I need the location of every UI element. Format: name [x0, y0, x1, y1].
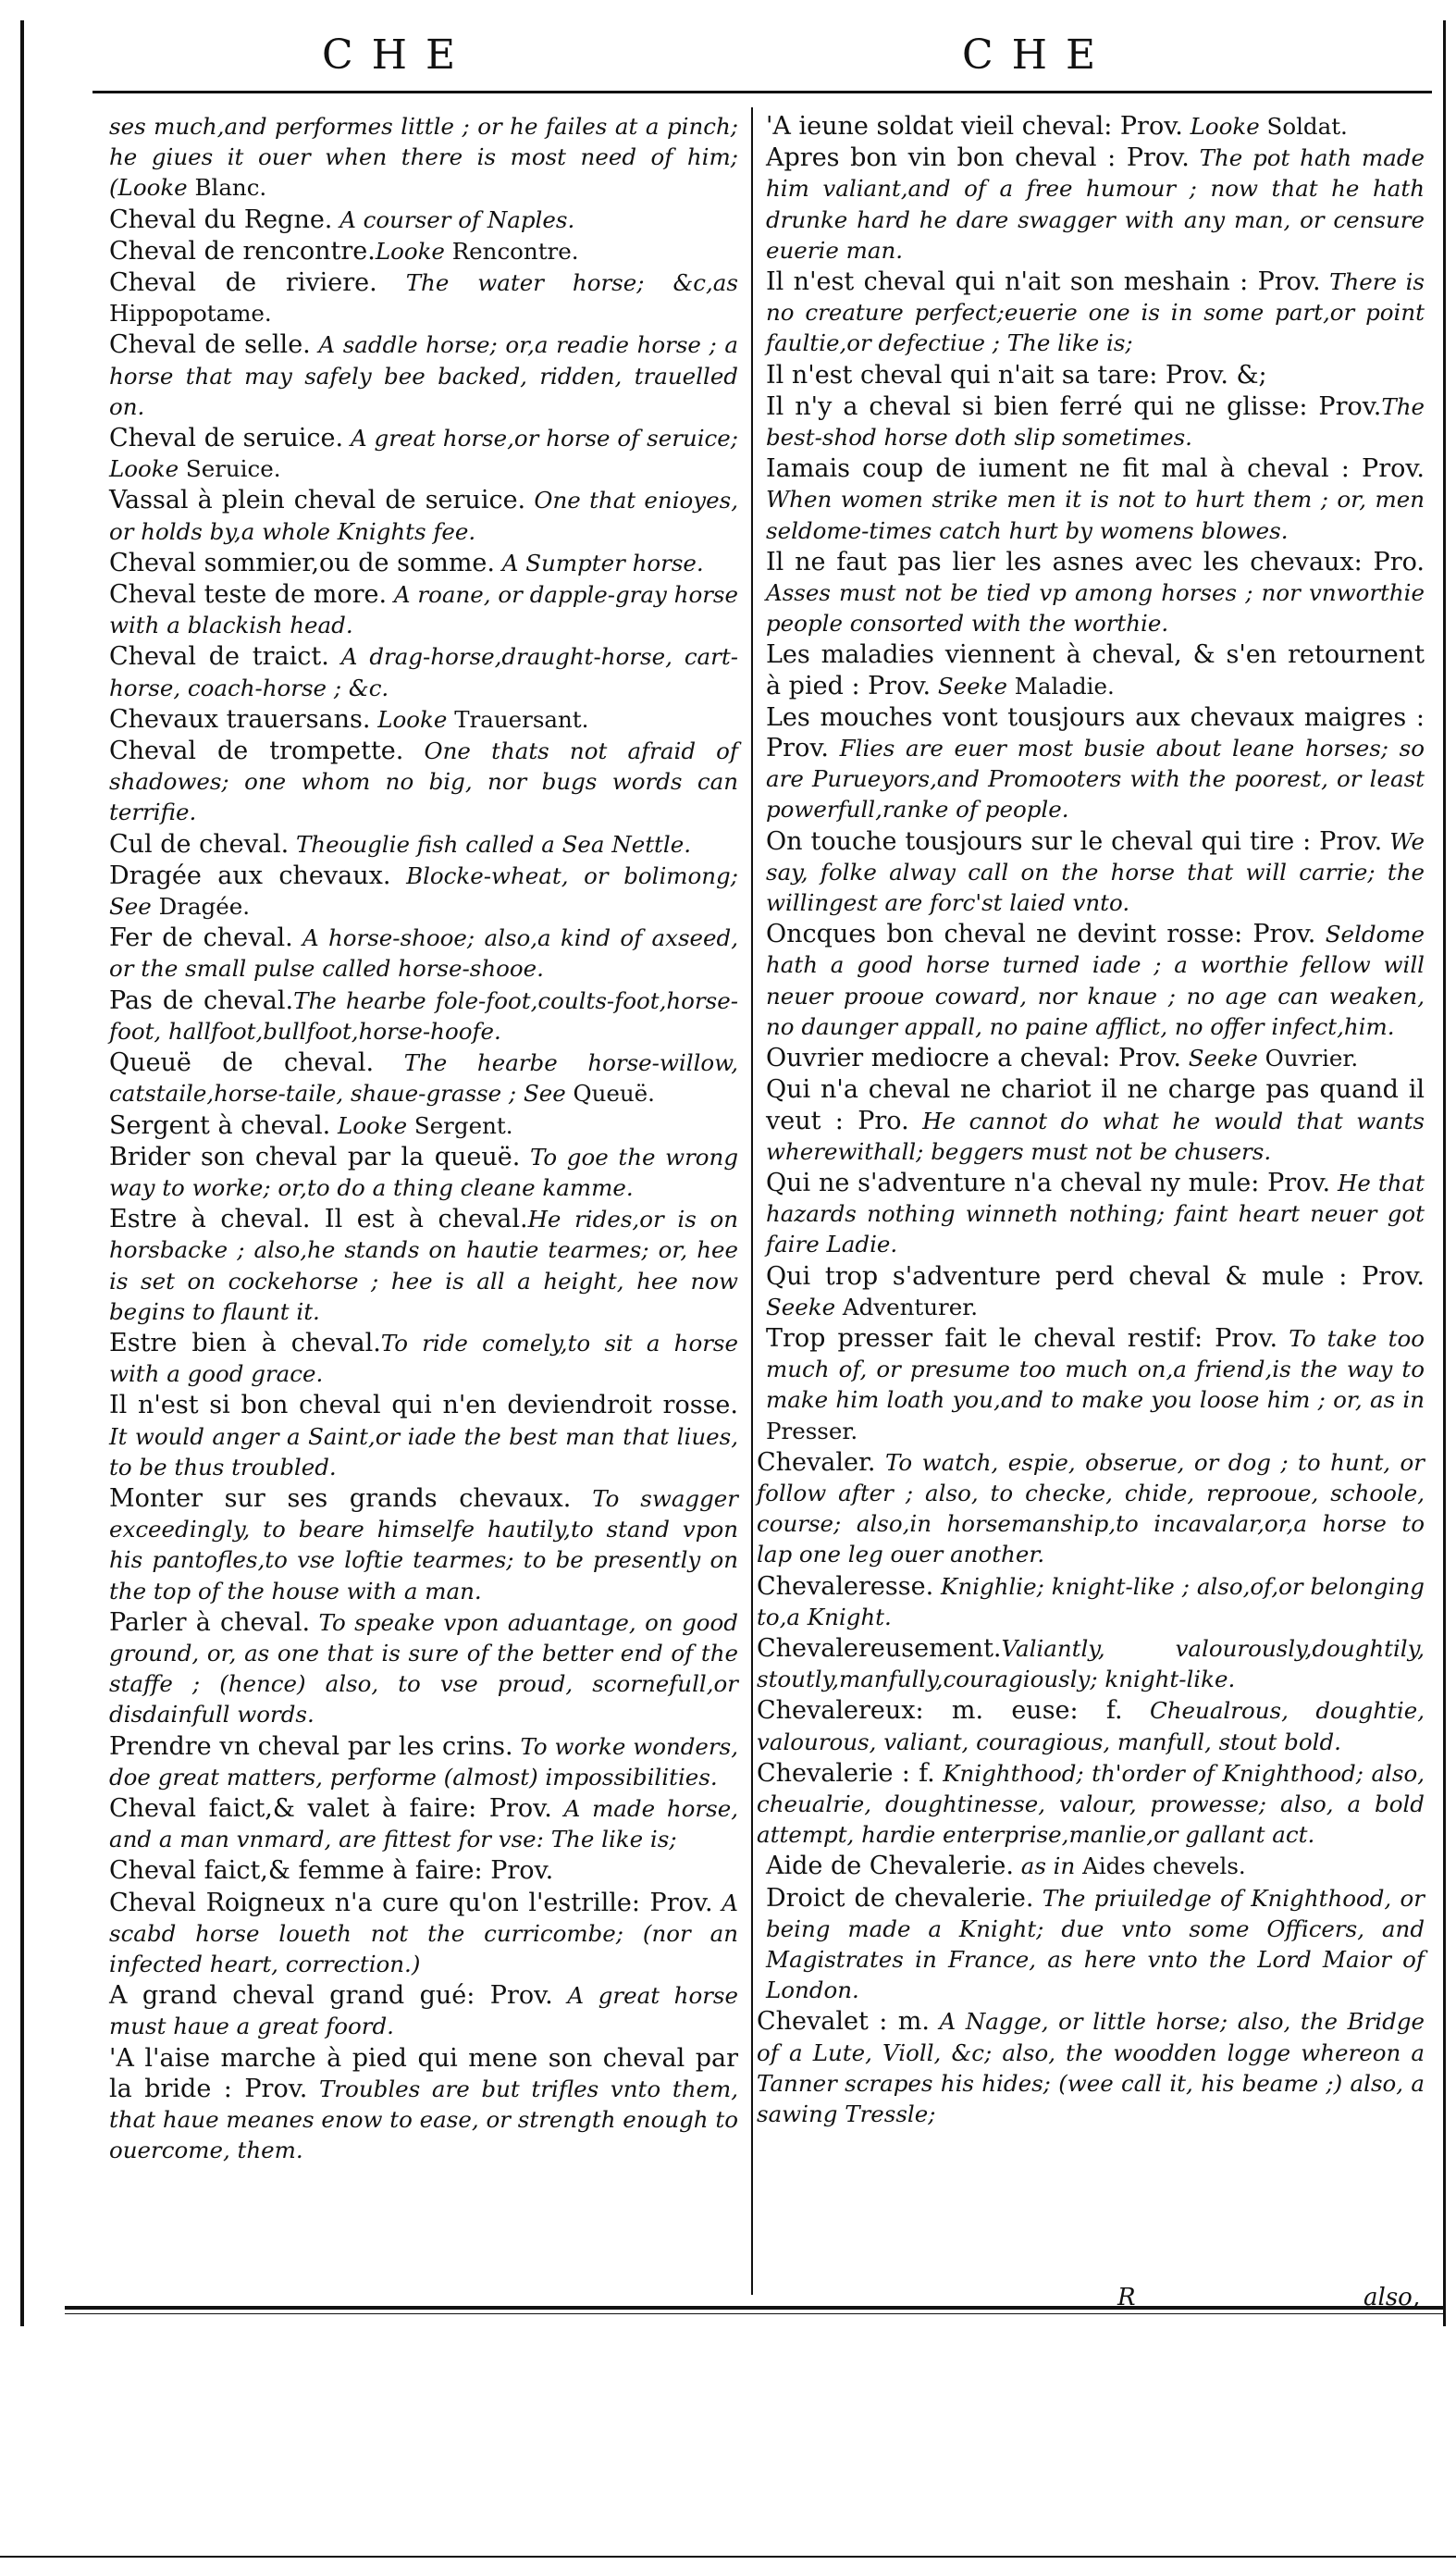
- definition: Blocke-wheat, or bolimong; See: [109, 861, 738, 921]
- definition: To worke wonders, doe great matters, performe (almost) impossibilities.: [109, 1732, 738, 1791]
- definition: He cannot do what he would that wants wherewithall; beggers must not be chusers.: [766, 1107, 1425, 1165]
- dictionary-entry: [109, 236, 738, 266]
- definition: It would anger a Saint,or iade the best man that liues, to be thus troubled.: [109, 1422, 738, 1481]
- bottom-rule-thin: [65, 2313, 1443, 2314]
- dictionary-entry: [766, 919, 1425, 1042]
- definition: We say, folke alway call on the horse that will carrie; the willingest are forc'st laied vnto.: [766, 827, 1425, 917]
- headword: Les mouches vont tousjours aux chevaux maigres : Prov.: [766, 702, 1425, 763]
- definition: Looke: [370, 705, 448, 733]
- dictionary-entry: [757, 1571, 1425, 1632]
- dictionary-entry: [766, 826, 1425, 919]
- headword: Il n'est cheval qui n'ait son meshain : Prov.: [766, 267, 1321, 297]
- headword: Il ne faut pas lier les asnes avec les chevaux: Pro.: [766, 547, 1425, 576]
- dictionary-entry: [757, 2006, 1425, 2129]
- dictionary-entry: [766, 547, 1425, 639]
- dictionary-entry: [757, 1447, 1425, 1570]
- definition: A saddle horse; or,a readie horse ; a horse that may safely bee backed, ridden, trauelled on.: [109, 331, 738, 420]
- dictionary-entry: [766, 453, 1425, 546]
- definition: Valiantly, valourously,doughtily, stoutly,manfully,couragiously; knight-like.: [757, 1634, 1425, 1693]
- dictionary-entry: [109, 1047, 738, 1109]
- cross-reference: Maladie.: [1007, 672, 1115, 700]
- dictionary-entry: [109, 1483, 738, 1606]
- bottom-rule: [65, 2306, 1443, 2310]
- dictionary-entry: [109, 985, 738, 1047]
- dictionary-entry: [109, 579, 738, 640]
- dictionary-entry: [757, 1758, 1425, 1851]
- dictionary-entry: [109, 641, 738, 702]
- page-edge-rule: [0, 2556, 1456, 2558]
- cross-reference: Rencontre.: [444, 237, 579, 265]
- headword: Cheval sommier,ou de somme.: [109, 548, 495, 577]
- headword: Qui ne s'adventure n'a cheval ny mule: Prov.: [766, 1168, 1331, 1197]
- right-border: [1443, 20, 1446, 2326]
- dictionary-entry: [766, 1883, 1425, 2006]
- dictionary-entry: [757, 1633, 1425, 1694]
- dictionary-entry: [766, 1043, 1425, 1073]
- definition: A great horse,or horse of seruice; Looke: [109, 425, 739, 483]
- cross-reference: Aides chevels.: [1075, 1852, 1246, 1880]
- headword: Aide de Chevalerie.: [766, 1852, 1014, 1881]
- headword: Droict de chevalerie.: [766, 1883, 1034, 1913]
- column-divider: [751, 107, 753, 2295]
- headword: A grand cheval grand gué: Prov.: [109, 1981, 553, 2011]
- running-head-left: CHE: [322, 31, 475, 79]
- dictionary-entry: [109, 1731, 738, 1792]
- dictionary-entry: [766, 111, 1425, 142]
- headword: Cheval de traict.: [109, 642, 329, 672]
- headword: Pas de cheval.: [109, 985, 294, 1015]
- dictionary-entry: [766, 266, 1425, 359]
- cross-reference: Presser.: [766, 1417, 858, 1444]
- dictionary-entry: [109, 861, 738, 922]
- headword: Cul de cheval.: [109, 829, 290, 859]
- dictionary-entry: [109, 704, 738, 735]
- headword: Cheval faict,& valet à faire: Prov.: [109, 1793, 552, 1823]
- headword: Cheval de trompette.: [109, 737, 404, 766]
- definition: The water horse; &c,as: [376, 269, 738, 297]
- dictionary-entry: [109, 2043, 738, 2166]
- dictionary-entry: [109, 923, 738, 984]
- cross-reference: Ouvrier.: [1257, 1045, 1359, 1072]
- definition: One that enioyes, or holds by,a whole Knights fee.: [109, 487, 738, 545]
- dictionary-entry: [766, 1074, 1425, 1167]
- dictionary-entry: [109, 1110, 738, 1141]
- headword: Qui n'a cheval ne chariot il ne charge pas quand il veut : Pro.: [766, 1075, 1425, 1135]
- definition: A Nagge, or little horse; also, the Bridge of a Lute, Violl, &c; also, the woodden logge whereon a Tanner scrapes his hides; (wee call it, his beame ;) also, a sawing Tressle;: [757, 2008, 1425, 2127]
- dictionary-entry: [766, 702, 1425, 825]
- definition: Seeke: [766, 1293, 836, 1320]
- headword: Chevaler.: [757, 1447, 876, 1477]
- dictionary-entry: [109, 423, 738, 484]
- headword: 'A l'aise marche à pied qui mene son cheval par la bride : Prov.: [109, 2043, 738, 2103]
- headword: Qui trop s'adventure perd cheval & mule : Prov.: [766, 1261, 1425, 1291]
- definition: A Sumpter horse.: [495, 549, 704, 576]
- signature-mark: R: [1117, 2284, 1136, 2311]
- headword: Chevalerie : f.: [757, 1758, 935, 1788]
- dictionary-entry: [109, 1142, 738, 1203]
- dictionary-entry: [109, 111, 738, 204]
- cross-reference: Queuë.: [565, 1080, 655, 1108]
- headword: Il n'est si bon cheval qui n'en deviendroit rosse.: [109, 1391, 738, 1420]
- definition: Seeke: [931, 672, 1008, 700]
- definition: A great horse must haue a great foord.: [109, 1982, 738, 2040]
- dictionary-entry: [109, 1793, 738, 1854]
- dictionary-entry: [757, 1695, 1425, 1756]
- dictionary-entry: [109, 1390, 738, 1482]
- headword: Cheval de seruice.: [109, 424, 344, 453]
- dictionary-entry: [109, 1855, 738, 1886]
- definition: To speake vpon aduantage, on good ground, or, as one that is sure of the better end of the staffe ; (hence) also, to vse proud, scornefull,or disdainfull words.: [109, 1608, 738, 1729]
- definition: When women strike men it is not to hurt them ; or, men seldome-times catch hurt by womens blowes.: [766, 486, 1425, 544]
- headword: Cheval teste de more.: [109, 580, 388, 610]
- cross-reference: Blanc.: [187, 174, 267, 202]
- headword: Ouvrier mediocre a cheval: Prov.: [766, 1044, 1181, 1073]
- headword: Cheval Roigneux n'a cure qu'on l'estrille: Prov.: [109, 1888, 713, 1917]
- dictionary-entry: [109, 1607, 738, 1730]
- definition: To take too much of, or presume too much on,a friend,is the way to make him loath you,and to make you loose him ; or, as in: [766, 1324, 1425, 1414]
- definition: To swagger exceedingly, to beare himselfe hautily,to stand vpon his pantofles,to vse loftie tearmes; to be presently on the top of the house with a man.: [109, 1484, 738, 1605]
- headword: Les maladies viennent à cheval, & s'en retournent à pied : Prov.: [766, 640, 1425, 700]
- headword: Sergent à cheval.: [109, 1110, 331, 1140]
- definition: One thats not afraid of shadowes; one whom no big, nor bugs words can terrifie.: [109, 737, 738, 826]
- headword: Oncques bon cheval ne devint rosse: Prov.: [766, 920, 1316, 949]
- headword: Apres bon vin bon cheval : Prov.: [766, 143, 1190, 173]
- headword: Chevaux trauersans.: [109, 704, 371, 734]
- headword: Chevalet : m.: [757, 2007, 930, 2037]
- headword: Estre à cheval. Il est à cheval.: [109, 1205, 528, 1234]
- headword: Monter sur ses grands chevaux.: [109, 1483, 572, 1513]
- dictionary-entry: [109, 1328, 738, 1389]
- definition: To watch, espie, obserue, or dog ; to hunt, or follow after ; also, to checke, chide, reprooue, schoole, course; also,in horsemanship,to incavalar,or,a horse to lap one leg ouer another.: [757, 1448, 1425, 1568]
- cross-reference: Adventurer.: [835, 1293, 979, 1320]
- headword: Fer de cheval.: [109, 923, 293, 953]
- definition: The priuiledge of Knighthood, or being made a Knight; due vnto some Officers, and Magistrates in France, as here vnto the Lord Maior of London.: [766, 1884, 1425, 2004]
- headword: Estre bien à cheval.: [109, 1328, 381, 1357]
- headword: Trop presser fait le cheval restif: Prov.: [766, 1323, 1278, 1353]
- definition: A drag-horse,draught-horse, cart-horse, coach-horse ; &c.: [109, 643, 738, 701]
- dictionary-entry: [109, 1980, 738, 2041]
- definition: Seldome hath a good horse turned iade ; a worthie fellow will neuer prooue coward, nor knaue ; no age can weaken, no daunger appall, no paine afflict, no offer infect,him.: [766, 921, 1425, 1040]
- cross-reference: Trauersant.: [447, 705, 589, 733]
- headword: Cheval de rencontre.: [109, 236, 376, 266]
- cross-reference: Soldat.: [1259, 113, 1348, 140]
- left-column: [109, 111, 738, 2166]
- definition: The pot hath made him valiant,and of a free humour ; now that he hath drunke hard he dare swagger with any man, or censure euerie man.: [766, 144, 1425, 264]
- dictionary-entry: [766, 1168, 1425, 1260]
- definition: A made horse, and a man vnmard, are fittest for vse: The like is;: [109, 1794, 738, 1853]
- headword: Cheval de riviere.: [109, 268, 377, 298]
- dictionary-entry: [109, 1204, 738, 1327]
- definition: The hearbe fole-foot,coults-foot,horse-foot, hallfoot,bullfoot,horse-hoofe.: [109, 986, 738, 1045]
- headword: Brider son cheval par la queuë.: [109, 1142, 521, 1171]
- dictionary-entry: [766, 142, 1425, 266]
- definition: A scabd horse loueth not the curricombe; (nor an infected heart, correction.): [109, 1889, 738, 1977]
- cross-reference: Dragée.: [151, 893, 251, 921]
- dictionary-entry: [766, 1261, 1425, 1322]
- definition: There is no creature perfect;euerie one is in some part,or point faultie,or defectiue ; The like is;: [766, 268, 1425, 357]
- dictionary-entry: [109, 736, 738, 828]
- definition: as in: [1013, 1852, 1076, 1880]
- definition: Knighlie; knight-like ; also,of,or belonging to,a Knight.: [757, 1572, 1425, 1630]
- headword: Parler à cheval.: [109, 1607, 311, 1637]
- dictionary-entry: [109, 548, 738, 578]
- dictionary-entry: [109, 204, 738, 235]
- definition: ses much,and performes little ; or he failes at a pinch; he giues it ouer when there is most need of him; (Looke: [109, 113, 738, 202]
- dictionary-entry: [109, 1888, 738, 1980]
- header-rule: [93, 91, 1432, 93]
- definition: Troubles are but trifles vnto them, that haue meanes enow to ease, or strength enough to ouercome, them.: [109, 2075, 738, 2164]
- headword: 'A ieune soldat vieil cheval: Prov.: [766, 112, 1183, 141]
- dictionary-entry: [766, 391, 1425, 452]
- definition: He rides,or is on horsbacke ; also,he stands on hautie tearmes; or, hee is set on cockehorse ; hee is all a height, hee now begins to flaunt it.: [109, 1206, 739, 1325]
- dictionary-entry: [109, 329, 738, 422]
- headword: Il n'y a cheval si bien ferré qui ne glisse: Prov.: [766, 391, 1382, 421]
- definition: Knighthood; th'order of Knighthood; also, cheualrie, doughtinesse, valour, prowesse; also, a bold attempt, hardie enterprise,manlie,or gallant act.: [757, 1759, 1425, 1849]
- headword: Prendre vn cheval par les crins.: [109, 1731, 513, 1761]
- running-head-right: CHE: [962, 31, 1115, 79]
- right-column: [757, 111, 1425, 2130]
- dictionary-entry: [766, 639, 1425, 700]
- dictionary-entry: [109, 267, 738, 328]
- headword: Chevalereusement.: [757, 1633, 1002, 1663]
- definition: The hearbe horse-willow, catstaile,horse-taile, shaue-grasse ; See: [109, 1049, 739, 1108]
- definition: Cheualrous, doughtie, valourous, valiant, couragious, manfull, stout bold.: [757, 1697, 1425, 1755]
- catchword: also,: [1363, 2284, 1421, 2311]
- headword: Iamais coup de iument ne fit mal à cheval : Prov.: [766, 454, 1425, 484]
- definition: Seeke: [1180, 1045, 1258, 1072]
- dictionary-entry: [766, 1323, 1425, 1446]
- cross-reference: Seruice.: [179, 455, 281, 483]
- headword: Dragée aux chevaux.: [109, 861, 391, 890]
- dictionary-entry: [766, 360, 1425, 390]
- definition: A horse-shooe; also,a kind of axseed, or the small pulse called horse-shooe.: [109, 924, 738, 983]
- definition: Looke: [375, 237, 445, 265]
- headword: Vassal à plein cheval de seruice.: [109, 486, 526, 515]
- headword: Chevalereux: m. euse: f.: [757, 1696, 1123, 1726]
- dictionary-entry: [766, 1851, 1425, 1881]
- dictionary-entry: [109, 829, 738, 860]
- cross-reference: Sergent.: [407, 1111, 513, 1139]
- definition: Asses must not be tied vp among horses ; nor vnworthie people consorted with the worthie.: [766, 579, 1425, 638]
- definition: To goe the wrong way to worke; or,to do a thing cleane kamme.: [109, 1143, 739, 1201]
- cross-reference: Hippopotame.: [109, 300, 272, 328]
- definition: Looke: [1182, 113, 1260, 140]
- definition: The best-shod horse doth slip sometimes.: [766, 392, 1425, 452]
- headword: Cheval de selle.: [109, 330, 311, 360]
- dictionary-entry: [109, 485, 738, 546]
- definition: A courser of Naples.: [332, 205, 575, 233]
- definition: He that hazards nothing winneth nothing; faint heart neuer got faire Ladie.: [766, 1169, 1425, 1258]
- definition: Looke: [330, 1111, 408, 1139]
- definition: A roane, or dapple-gray horse with a blackish head.: [109, 581, 738, 639]
- headword: Queuë de cheval.: [109, 1048, 375, 1078]
- definition: Theouglie fish called a Sea Nettle.: [289, 830, 692, 858]
- left-border: [20, 20, 24, 2326]
- headword: Il n'est cheval qui n'ait sa tare: Prov. &;: [766, 360, 1267, 390]
- headword: Cheval faict,& femme à faire: Prov.: [109, 1856, 554, 1886]
- headword: Chevaleresse.: [757, 1571, 934, 1601]
- definition: Flies are euer most busie about leane horses; so are Purueyors,and Promooters with the poorest, or least powerfull,ranke of people.: [766, 735, 1425, 824]
- definition: To ride comely,to sit a horse with a good grace.: [109, 1329, 738, 1388]
- headword: Cheval du Regne.: [109, 204, 333, 234]
- headword: On touche tousjours sur le cheval qui tire : Prov.: [766, 826, 1383, 856]
